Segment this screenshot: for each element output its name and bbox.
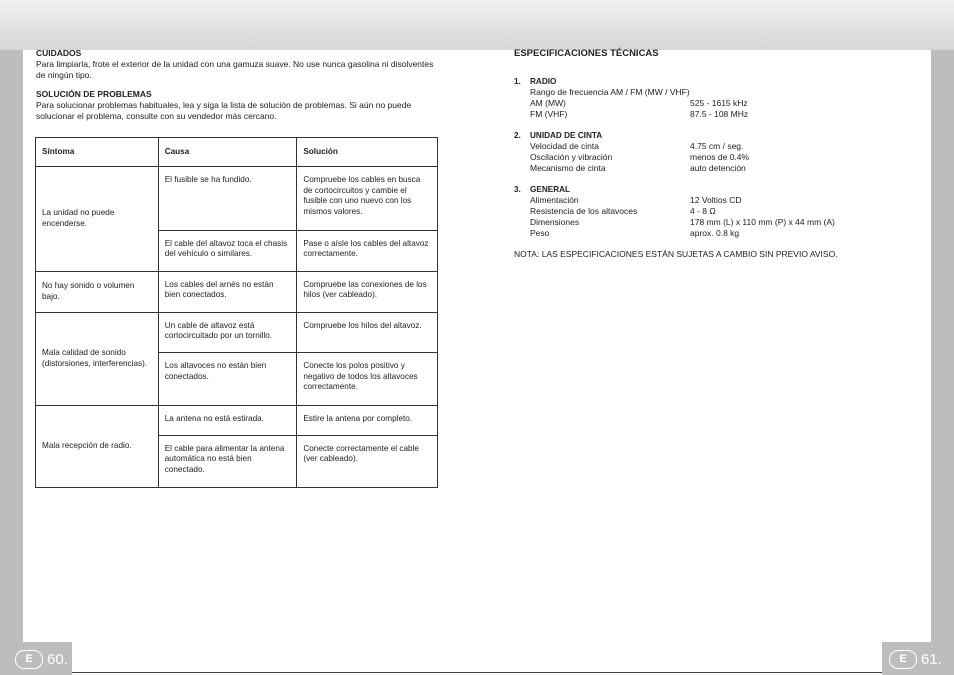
solution-cell: Compruebe las conexiones de los hilos (ver cableado). [297,271,438,312]
specs-title: ESPECIFICACIONES TÉCNICAS [514,48,659,59]
header-causa: Causa [158,138,297,167]
spec-value: 4 - 8 Ω [690,206,716,216]
solution-cell: Pase o aísle los cables del altavoz correctamente. [297,230,438,271]
problemas-heading: SOLUCIÓN DE PROBLEMAS [36,89,152,99]
page-number-left [15,648,68,670]
table-row [36,167,438,230]
spec-value: auto detención [690,163,746,173]
left-side-bar [0,50,23,675]
footer-rule [72,672,882,673]
language-badge: E [15,650,43,669]
page-number-text: 60. [47,650,68,668]
specs-note: NOTA: LAS ESPECIFICACIONES ESTÁN SUJETAS A CAMBIO SIN PREVIO AVISO. [514,249,838,259]
spec-label: Dimensiones [530,217,580,227]
spec-label: Velocidad de cinta [530,141,599,151]
header-band [0,0,954,50]
problemas-text: Para solucionar problemas habituales, lea y siga la lista de solución de problemas. Si aún no puede solucionar el problema, consulte con su vendedor más cercano. [36,100,412,121]
spec-row [514,217,914,228]
solution-cell: Compruebe los cables en busca de cortocircuitos y cambie el fusible con uno nuevo con los mismos valores. [297,167,438,230]
symptom-cell: La unidad no puede encenderse. [36,167,159,272]
spec-row [514,206,914,217]
spec-value: menos de 0.4% [690,152,750,162]
spec-value: 4.75 cm / seg. [690,141,744,151]
section-number: 2. [514,131,521,140]
spec-row [514,141,914,152]
section-number: 1. [514,77,521,86]
page-number-text: 61. [921,650,942,668]
spec-value: 12 Voltios CD [690,195,742,205]
cause-cell: El cable del altavoz toca el chasis del vehículo o similares. [158,230,297,271]
solution-cell: Estire la antena por completo. [297,405,438,435]
spec-label: Peso [530,228,550,238]
spec-row [514,109,914,120]
solution-cell: Compruebe los hilos del altavoz. [297,312,438,352]
symptom-cell: Mala calidad de sonido (distorsiones, interferencias). [36,312,159,405]
table-header-row [36,138,438,167]
spec-value: 178 mm (L) x 110 mm (P) x 44 mm (A) [690,217,835,227]
spec-label: FM (VHF) [530,109,568,119]
spec-label: Alimentación [530,195,579,205]
right-side-bar [931,50,954,675]
table-row [36,405,438,435]
cause-cell: La antena no está estirada. [158,405,297,435]
language-badge: E [889,650,917,669]
section-subtitle: Rango de frecuencia AM / FM (MW / VHF) [530,87,690,97]
cause-cell: Los cables del arnés no están bien conectados. [158,271,297,312]
section-number: 3. [514,185,521,194]
left-column [36,48,441,122]
spec-row [514,195,914,206]
spec-value: aprox. 0.8 kg [690,228,740,238]
cuidados-heading: CUIDADOS [36,48,82,58]
solution-cell: Conecte correctamente el cable (ver cableado). [297,435,438,487]
spec-section-radio [514,76,914,120]
spec-row [514,152,914,163]
spec-label: Mecanismo de cinta [530,163,606,173]
solution-cell: Conecte los polos positivo y negativo de todos los altavoces correctamente. [297,353,438,405]
table-row [36,312,438,352]
page-number-right [889,648,942,670]
header-solucion: Solución [297,138,438,167]
spec-row [514,228,914,239]
spec-value: 525 - 1615 kHz [690,98,748,108]
specifications-column [514,48,914,260]
spec-section-general [514,184,914,239]
symptom-cell: Mala recepción de radio. [36,405,159,488]
troubleshooting-table [35,137,438,488]
cause-cell: El cable para alimentar la antena automática no está bien conectado. [158,435,297,487]
symptom-cell: No hay sonido o volumen bajo. [36,271,159,312]
section-name: UNIDAD DE CINTA [530,131,603,140]
spec-label: Resistencia de los altavoces [530,206,638,216]
cause-cell: Los altavoces no están bien conectados. [158,353,297,405]
section-name: RADIO [530,77,557,86]
section-name: GENERAL [530,185,571,194]
spec-row [514,98,914,109]
spec-value: 87.5 - 108 MHz [690,109,749,119]
cuidados-text: Para limpiarla, frote el exterior de la unidad con una gamuza suave. No use nunca gasolina ni disolventes de ningún tipo. [36,59,434,80]
spec-label: AM (MW) [530,98,566,108]
header-sintoma: Síntoma [36,138,159,167]
cause-cell: El fusible se ha fundido. [158,167,297,230]
spec-section-tape [514,130,914,174]
table-row [36,271,438,312]
cause-cell: Un cable de altavoz está cortocircuitado por un tornillo. [158,312,297,352]
spec-label: Oscilación y vibración [530,152,613,162]
spec-row [514,163,914,174]
